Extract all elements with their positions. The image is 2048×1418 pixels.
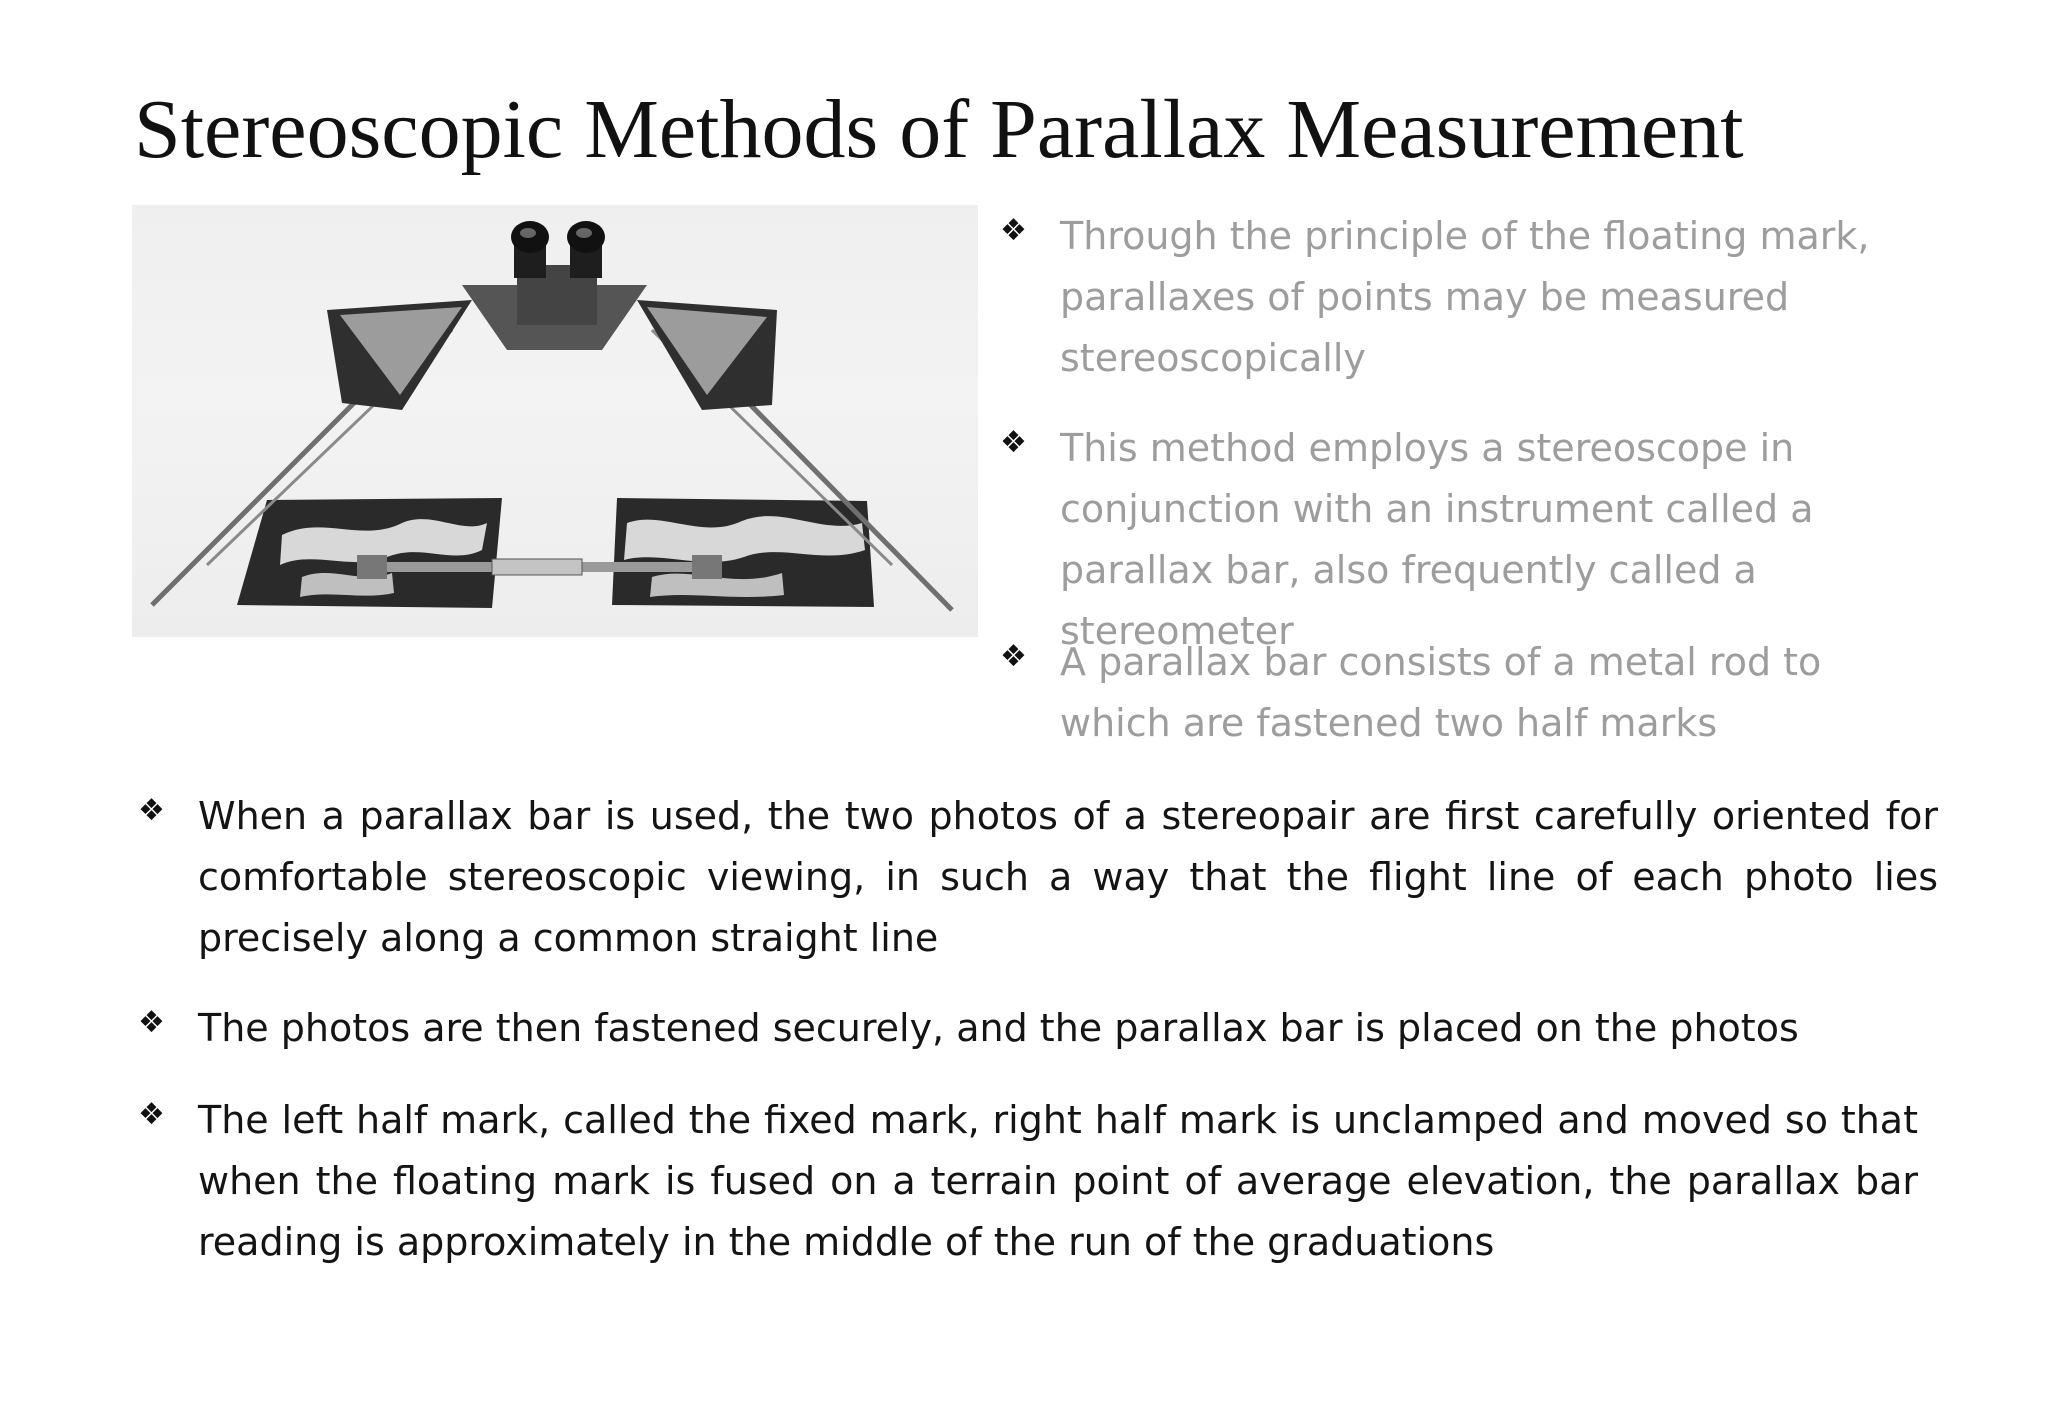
diamond-bullet-icon: ❖ [1000,213,1027,248]
bullet-item [1000,632,1940,754]
bullet-item [138,786,1938,998]
bullet-item [1000,418,1940,653]
diamond-bullet-icon: ❖ [1000,425,1027,460]
bullet-text: The left half mark, called the fixed mark, right half mark is unclamped and moved so that when the floating mark is fused on a terrain point of average elevation, the parallax bar reading is approximately in the middle of the run of the graduations [198,1098,1918,1264]
bullet-item [1000,206,1940,418]
stereoscope-illustration [132,205,978,637]
bullet-text: The photos are then fastened securely, and the parallax bar is placed on the photos [198,1006,1799,1050]
bullet-text: When a parallax bar is used, the two photos of a stereopair are first carefully oriented for comfortable stereoscopic viewing, in such a way that the flight line of each photo lies precisely along a common straight line [198,794,1938,960]
diamond-bullet-icon: ❖ [1000,639,1027,674]
bullet-text: A parallax bar consists of a metal rod to which are fastened two half marks [1060,640,1822,745]
bullet-list-top [1000,206,1940,754]
stereoscope-photo [132,205,978,637]
bullet-text: This method employs a stereoscope in conjunction with an instrument called a parallax bar, also frequently called a stereometer [1060,426,1814,653]
bullet-item [138,998,1938,1090]
bullet-list-bottom [138,786,1938,1273]
bullet-text: Through the principle of the floating mark, parallaxes of points may be measured stereoscopically [1060,214,1870,380]
diamond-bullet-icon: ❖ [138,793,165,828]
diamond-bullet-icon: ❖ [138,1005,165,1040]
diamond-bullet-icon: ❖ [138,1097,165,1132]
slide-title: Stereoscopic Methods of Parallax Measurement [134,83,1744,176]
bullet-item [138,1090,1918,1273]
